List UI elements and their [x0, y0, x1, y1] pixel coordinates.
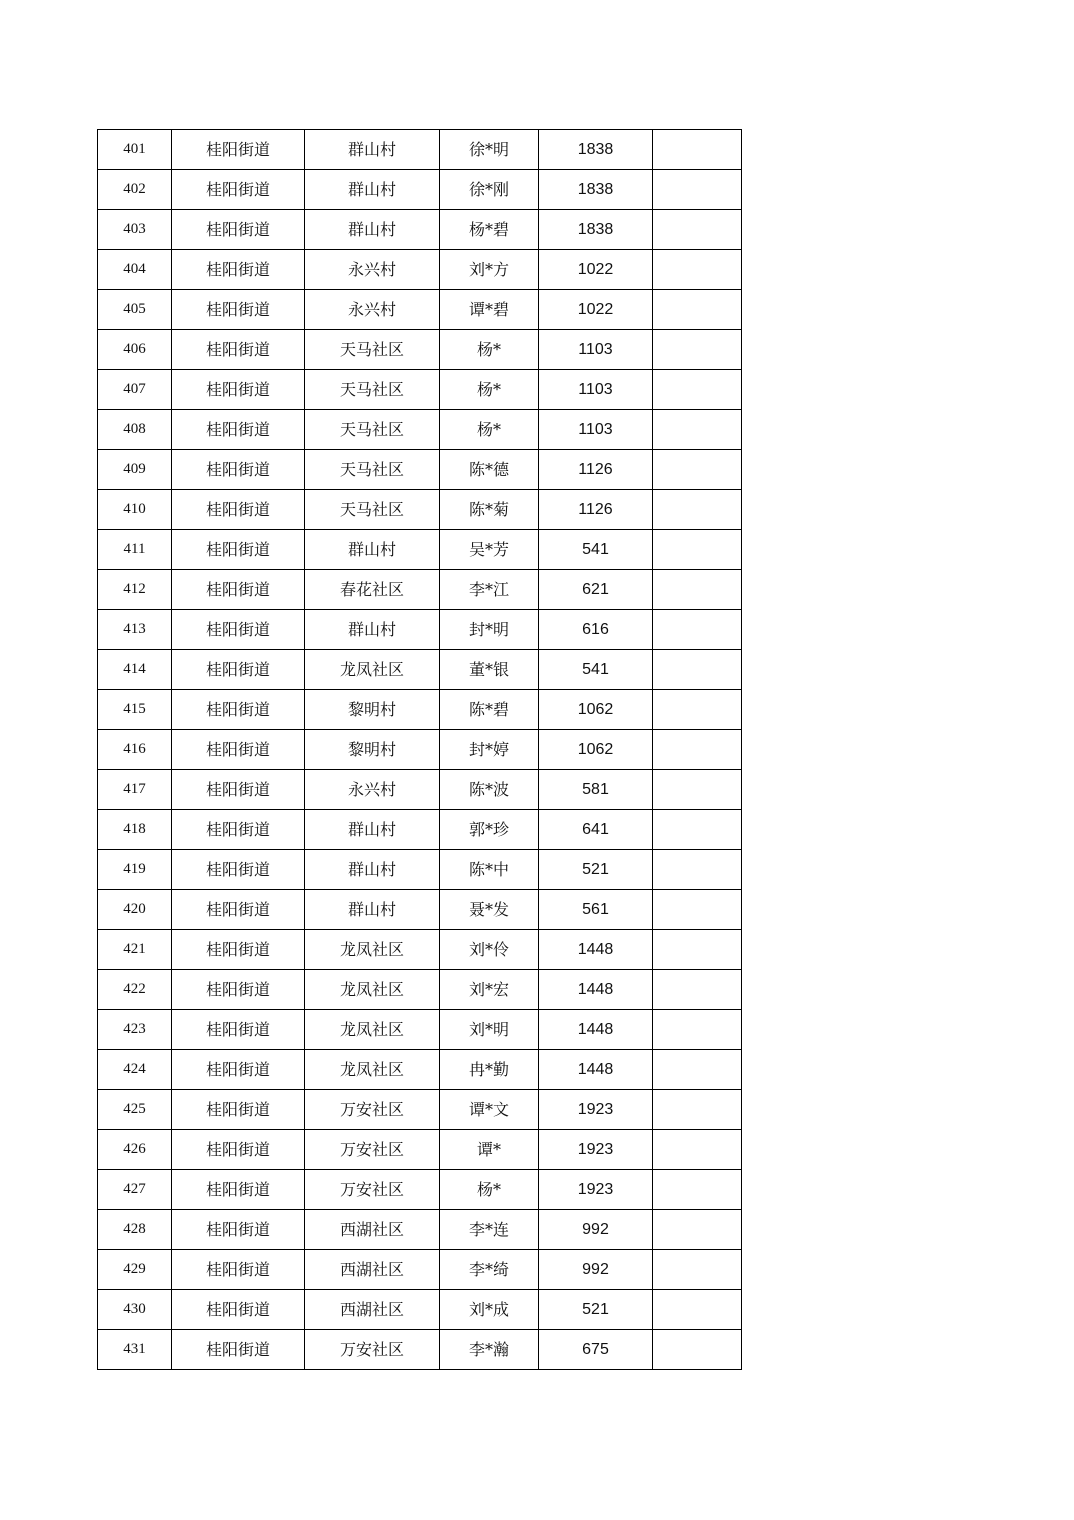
cell-street: 桂阳街道: [172, 770, 305, 810]
cell-amount: 1923: [539, 1090, 653, 1130]
cell-street: 桂阳街道: [172, 930, 305, 970]
cell-street: 桂阳街道: [172, 1010, 305, 1050]
cell-index: 419: [98, 850, 172, 890]
cell-note: [653, 130, 742, 170]
cell-note: [653, 290, 742, 330]
cell-name: 刘*方: [440, 250, 539, 290]
cell-amount: 581: [539, 770, 653, 810]
cell-name: 聂*发: [440, 890, 539, 930]
table-body: [98, 130, 742, 1370]
cell-amount: 641: [539, 810, 653, 850]
cell-amount: 1022: [539, 250, 653, 290]
cell-street: 桂阳街道: [172, 170, 305, 210]
table-row: [98, 1010, 742, 1050]
table-row: [98, 1330, 742, 1370]
cell-village: 西湖社区: [305, 1250, 440, 1290]
cell-amount: 521: [539, 850, 653, 890]
cell-village: 群山村: [305, 890, 440, 930]
cell-index: 406: [98, 330, 172, 370]
cell-street: 桂阳街道: [172, 970, 305, 1010]
cell-index: 423: [98, 1010, 172, 1050]
cell-index: 404: [98, 250, 172, 290]
cell-street: 桂阳街道: [172, 1170, 305, 1210]
cell-street: 桂阳街道: [172, 1050, 305, 1090]
cell-index: 426: [98, 1130, 172, 1170]
cell-street: 桂阳街道: [172, 730, 305, 770]
cell-street: 桂阳街道: [172, 1290, 305, 1330]
cell-amount: 616: [539, 610, 653, 650]
cell-index: 431: [98, 1330, 172, 1370]
cell-village: 群山村: [305, 850, 440, 890]
cell-index: 401: [98, 130, 172, 170]
table-row: [98, 530, 742, 570]
cell-amount: 1062: [539, 690, 653, 730]
cell-index: 402: [98, 170, 172, 210]
cell-note: [653, 1170, 742, 1210]
cell-village: 春花社区: [305, 570, 440, 610]
cell-name: 谭*: [440, 1130, 539, 1170]
cell-village: 天马社区: [305, 490, 440, 530]
cell-street: 桂阳街道: [172, 1330, 305, 1370]
cell-street: 桂阳街道: [172, 1090, 305, 1130]
cell-name: 封*明: [440, 610, 539, 650]
table-row: [98, 610, 742, 650]
cell-note: [653, 210, 742, 250]
cell-index: 429: [98, 1250, 172, 1290]
table-row: [98, 130, 742, 170]
cell-name: 吴*芳: [440, 530, 539, 570]
cell-name: 杨*: [440, 1170, 539, 1210]
cell-index: 428: [98, 1210, 172, 1250]
cell-village: 西湖社区: [305, 1290, 440, 1330]
cell-name: 杨*: [440, 370, 539, 410]
cell-name: 杨*: [440, 410, 539, 450]
cell-amount: 541: [539, 530, 653, 570]
cell-amount: 1838: [539, 210, 653, 250]
cell-village: 龙凤社区: [305, 1010, 440, 1050]
table-row: [98, 1050, 742, 1090]
table-row: [98, 650, 742, 690]
cell-village: 群山村: [305, 170, 440, 210]
cell-village: 群山村: [305, 210, 440, 250]
cell-amount: 1103: [539, 370, 653, 410]
table-row: [98, 730, 742, 770]
cell-street: 桂阳街道: [172, 850, 305, 890]
cell-village: 龙凤社区: [305, 970, 440, 1010]
cell-amount: 1126: [539, 450, 653, 490]
cell-name: 陈*德: [440, 450, 539, 490]
cell-index: 413: [98, 610, 172, 650]
cell-village: 群山村: [305, 810, 440, 850]
cell-note: [653, 1290, 742, 1330]
cell-note: [653, 330, 742, 370]
table-row: [98, 970, 742, 1010]
cell-name: 徐*刚: [440, 170, 539, 210]
cell-village: 天马社区: [305, 410, 440, 450]
cell-amount: 1062: [539, 730, 653, 770]
cell-village: 万安社区: [305, 1090, 440, 1130]
cell-amount: 1022: [539, 290, 653, 330]
table-row: [98, 570, 742, 610]
table-row: [98, 1090, 742, 1130]
cell-note: [653, 1330, 742, 1370]
cell-note: [653, 770, 742, 810]
cell-note: [653, 730, 742, 770]
cell-note: [653, 410, 742, 450]
cell-index: 407: [98, 370, 172, 410]
cell-street: 桂阳街道: [172, 490, 305, 530]
cell-index: 420: [98, 890, 172, 930]
table-row: [98, 1210, 742, 1250]
cell-name: 董*银: [440, 650, 539, 690]
cell-index: 411: [98, 530, 172, 570]
cell-street: 桂阳街道: [172, 690, 305, 730]
cell-index: 425: [98, 1090, 172, 1130]
cell-name: 刘*明: [440, 1010, 539, 1050]
cell-name: 刘*伶: [440, 930, 539, 970]
cell-amount: 1923: [539, 1170, 653, 1210]
cell-index: 412: [98, 570, 172, 610]
cell-amount: 1838: [539, 130, 653, 170]
cell-note: [653, 1210, 742, 1250]
cell-name: 谭*文: [440, 1090, 539, 1130]
cell-village: 群山村: [305, 130, 440, 170]
cell-village: 永兴村: [305, 770, 440, 810]
cell-street: 桂阳街道: [172, 410, 305, 450]
cell-index: 414: [98, 650, 172, 690]
cell-amount: 992: [539, 1210, 653, 1250]
table-row: [98, 370, 742, 410]
table-row: [98, 330, 742, 370]
cell-amount: 1923: [539, 1130, 653, 1170]
cell-amount: 1448: [539, 1010, 653, 1050]
table-row: [98, 1290, 742, 1330]
cell-street: 桂阳街道: [172, 530, 305, 570]
cell-village: 万安社区: [305, 1170, 440, 1210]
cell-street: 桂阳街道: [172, 330, 305, 370]
cell-name: 徐*明: [440, 130, 539, 170]
cell-note: [653, 250, 742, 290]
table-row: [98, 250, 742, 290]
table-row: [98, 930, 742, 970]
cell-village: 天马社区: [305, 330, 440, 370]
cell-note: [653, 930, 742, 970]
cell-note: [653, 1050, 742, 1090]
cell-note: [653, 970, 742, 1010]
cell-name: 郭*珍: [440, 810, 539, 850]
cell-village: 永兴村: [305, 250, 440, 290]
table-row: [98, 290, 742, 330]
cell-village: 黎明村: [305, 690, 440, 730]
cell-village: 天马社区: [305, 370, 440, 410]
cell-village: 天马社区: [305, 450, 440, 490]
table-row: [98, 1170, 742, 1210]
cell-note: [653, 450, 742, 490]
cell-index: 418: [98, 810, 172, 850]
cell-village: 龙凤社区: [305, 1050, 440, 1090]
cell-village: 黎明村: [305, 730, 440, 770]
cell-amount: 1126: [539, 490, 653, 530]
cell-name: 杨*: [440, 330, 539, 370]
table-row: [98, 170, 742, 210]
data-table: [97, 129, 742, 1370]
cell-note: [653, 1130, 742, 1170]
cell-note: [653, 370, 742, 410]
table-row: [98, 690, 742, 730]
cell-note: [653, 810, 742, 850]
cell-street: 桂阳街道: [172, 890, 305, 930]
cell-street: 桂阳街道: [172, 370, 305, 410]
cell-note: [653, 1090, 742, 1130]
cell-index: 403: [98, 210, 172, 250]
cell-note: [653, 850, 742, 890]
cell-street: 桂阳街道: [172, 250, 305, 290]
table-row: [98, 890, 742, 930]
cell-village: 西湖社区: [305, 1210, 440, 1250]
cell-index: 424: [98, 1050, 172, 1090]
cell-village: 永兴村: [305, 290, 440, 330]
cell-note: [653, 690, 742, 730]
cell-name: 谭*碧: [440, 290, 539, 330]
cell-note: [653, 650, 742, 690]
cell-name: 杨*碧: [440, 210, 539, 250]
cell-amount: 561: [539, 890, 653, 930]
cell-name: 刘*宏: [440, 970, 539, 1010]
cell-village: 群山村: [305, 530, 440, 570]
cell-name: 冉*勤: [440, 1050, 539, 1090]
cell-name: 李*绮: [440, 1250, 539, 1290]
cell-street: 桂阳街道: [172, 610, 305, 650]
table-row: [98, 210, 742, 250]
cell-amount: 1103: [539, 410, 653, 450]
cell-index: 408: [98, 410, 172, 450]
cell-street: 桂阳街道: [172, 650, 305, 690]
cell-name: 刘*成: [440, 1290, 539, 1330]
cell-amount: 992: [539, 1250, 653, 1290]
cell-index: 421: [98, 930, 172, 970]
cell-village: 龙凤社区: [305, 650, 440, 690]
cell-amount: 541: [539, 650, 653, 690]
cell-amount: 1838: [539, 170, 653, 210]
cell-note: [653, 170, 742, 210]
cell-village: 万安社区: [305, 1330, 440, 1370]
cell-amount: 1103: [539, 330, 653, 370]
cell-index: 410: [98, 490, 172, 530]
cell-name: 陈*碧: [440, 690, 539, 730]
cell-village: 万安社区: [305, 1130, 440, 1170]
cell-name: 李*瀚: [440, 1330, 539, 1370]
cell-name: 封*婷: [440, 730, 539, 770]
cell-village: 群山村: [305, 610, 440, 650]
cell-name: 陈*菊: [440, 490, 539, 530]
cell-street: 桂阳街道: [172, 810, 305, 850]
cell-note: [653, 490, 742, 530]
cell-street: 桂阳街道: [172, 130, 305, 170]
cell-amount: 621: [539, 570, 653, 610]
cell-street: 桂阳街道: [172, 1250, 305, 1290]
cell-street: 桂阳街道: [172, 1130, 305, 1170]
cell-street: 桂阳街道: [172, 210, 305, 250]
table-row: [98, 1130, 742, 1170]
cell-name: 李*连: [440, 1210, 539, 1250]
cell-note: [653, 570, 742, 610]
cell-index: 417: [98, 770, 172, 810]
cell-amount: 1448: [539, 970, 653, 1010]
cell-note: [653, 1010, 742, 1050]
cell-street: 桂阳街道: [172, 1210, 305, 1250]
cell-note: [653, 890, 742, 930]
table-row: [98, 450, 742, 490]
cell-index: 427: [98, 1170, 172, 1210]
cell-index: 405: [98, 290, 172, 330]
cell-note: [653, 1250, 742, 1290]
cell-street: 桂阳街道: [172, 450, 305, 490]
cell-index: 416: [98, 730, 172, 770]
cell-street: 桂阳街道: [172, 570, 305, 610]
table-row: [98, 1250, 742, 1290]
cell-amount: 675: [539, 1330, 653, 1370]
cell-index: 415: [98, 690, 172, 730]
cell-amount: 521: [539, 1290, 653, 1330]
cell-amount: 1448: [539, 930, 653, 970]
table-row: [98, 810, 742, 850]
table-row: [98, 490, 742, 530]
cell-note: [653, 530, 742, 570]
cell-index: 409: [98, 450, 172, 490]
cell-note: [653, 610, 742, 650]
cell-amount: 1448: [539, 1050, 653, 1090]
cell-index: 430: [98, 1290, 172, 1330]
cell-street: 桂阳街道: [172, 290, 305, 330]
table-row: [98, 410, 742, 450]
table-row: [98, 850, 742, 890]
cell-name: 李*江: [440, 570, 539, 610]
cell-village: 龙凤社区: [305, 930, 440, 970]
cell-name: 陈*中: [440, 850, 539, 890]
table-row: [98, 770, 742, 810]
cell-index: 422: [98, 970, 172, 1010]
cell-name: 陈*波: [440, 770, 539, 810]
